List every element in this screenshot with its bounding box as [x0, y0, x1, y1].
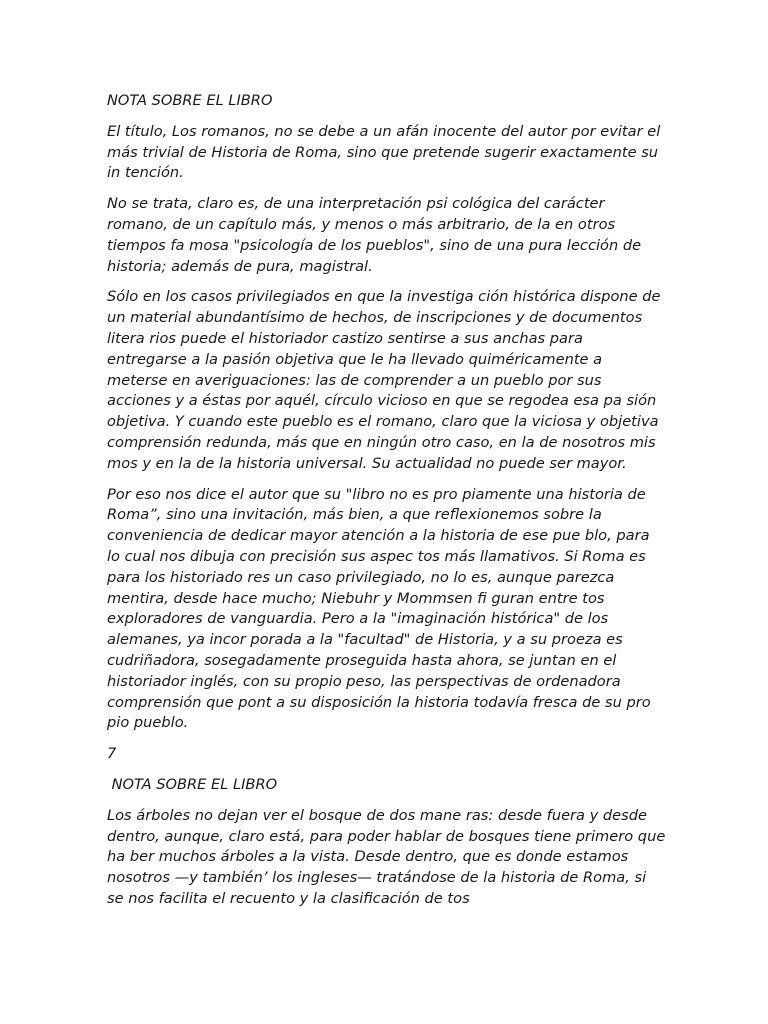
- paragraph: No se trata, claro es, de una interpretación psi cológica del carácter romano, de un capítulo más, y menos o más arbitrario, de la en otros tiempos fa mosa "psicología de los pueblos", sino de una pura lección de historia; además de pura, magistral.: [107, 195, 642, 275]
- paragraph: Por eso nos dice el autor que su "libro no es pro piamente una historia de Roma”, sino una invitación, más bien, a que reflexionemos sobre la conveniencia de dedicar mayor atención a la historia de ese pue blo, para lo cual nos dibuja con precisión sus aspec tos más llamativos. Si Roma es para los historiado res un caso privilegiado, no lo es, aunque parezca mentira, desde hace mucho; Niebuhr y Mommsen fi guran entre tos exploradores de vanguardia. Pero a la "imaginación histórica" de los alemanes, ya incor porada a la "facultad" de Historia, y a su proeza es cudriñadora, sosegadamente proseguida hasta ahora, se juntan en el historiador inglés, con su propio peso, las perspectivas de ordenadora comprensión que pont a su disposición la historia todavía fresca de su pro pio pueblo.: [107, 485, 651, 732]
- page-number: 7: [107, 745, 117, 763]
- document-page: [107, 91, 667, 920]
- paragraph: Sólo en los casos privilegiados en que la investiga ción histórica dispone de un material abundantísimo de hechos, de inscripciones y de documentos litera rios puede el historiador castizo sentirse a sus anchas para entregarse a la pasión objetiva que le ha llevado quiméricamente a meterse en averiguaciones: las de comprender a un pueblo por sus acciones y a éstas por aquél, círculo vicioso en que se regodea esa pa sión objetiva. Y cuando este pueblo es el romano, claro que la viciosa y objetiva comprensión redunda, más que en ningún otro caso, en la de nosotros mis mos y en la de la historia universal. Su actualidad no puede ser mayor.: [107, 288, 661, 472]
- paragraph: El título, Los romanos, no se debe a un afán inocente del autor por evitar el más trivial de Historia de Roma, sino que pretende sugerir exactamente su in tención.: [107, 122, 661, 182]
- section-heading: NOTA SOBRE EL LIBRO: [107, 92, 273, 109]
- paragraph: Los árboles no dejan ver el bosque de dos mane ras: desde fuera y desde dentro, aunque, claro está, para poder hablar de bosques tiene primero que ha ber muchos árboles a la vista. Desde dentro, que es donde estamos nosotros —y también’ los ingleses— tratándose de la historia de Roma, si se nos facilita el recuento y la clasificación de tos: [107, 806, 666, 907]
- section-heading: NOTA SOBRE EL LIBRO: [107, 775, 278, 793]
